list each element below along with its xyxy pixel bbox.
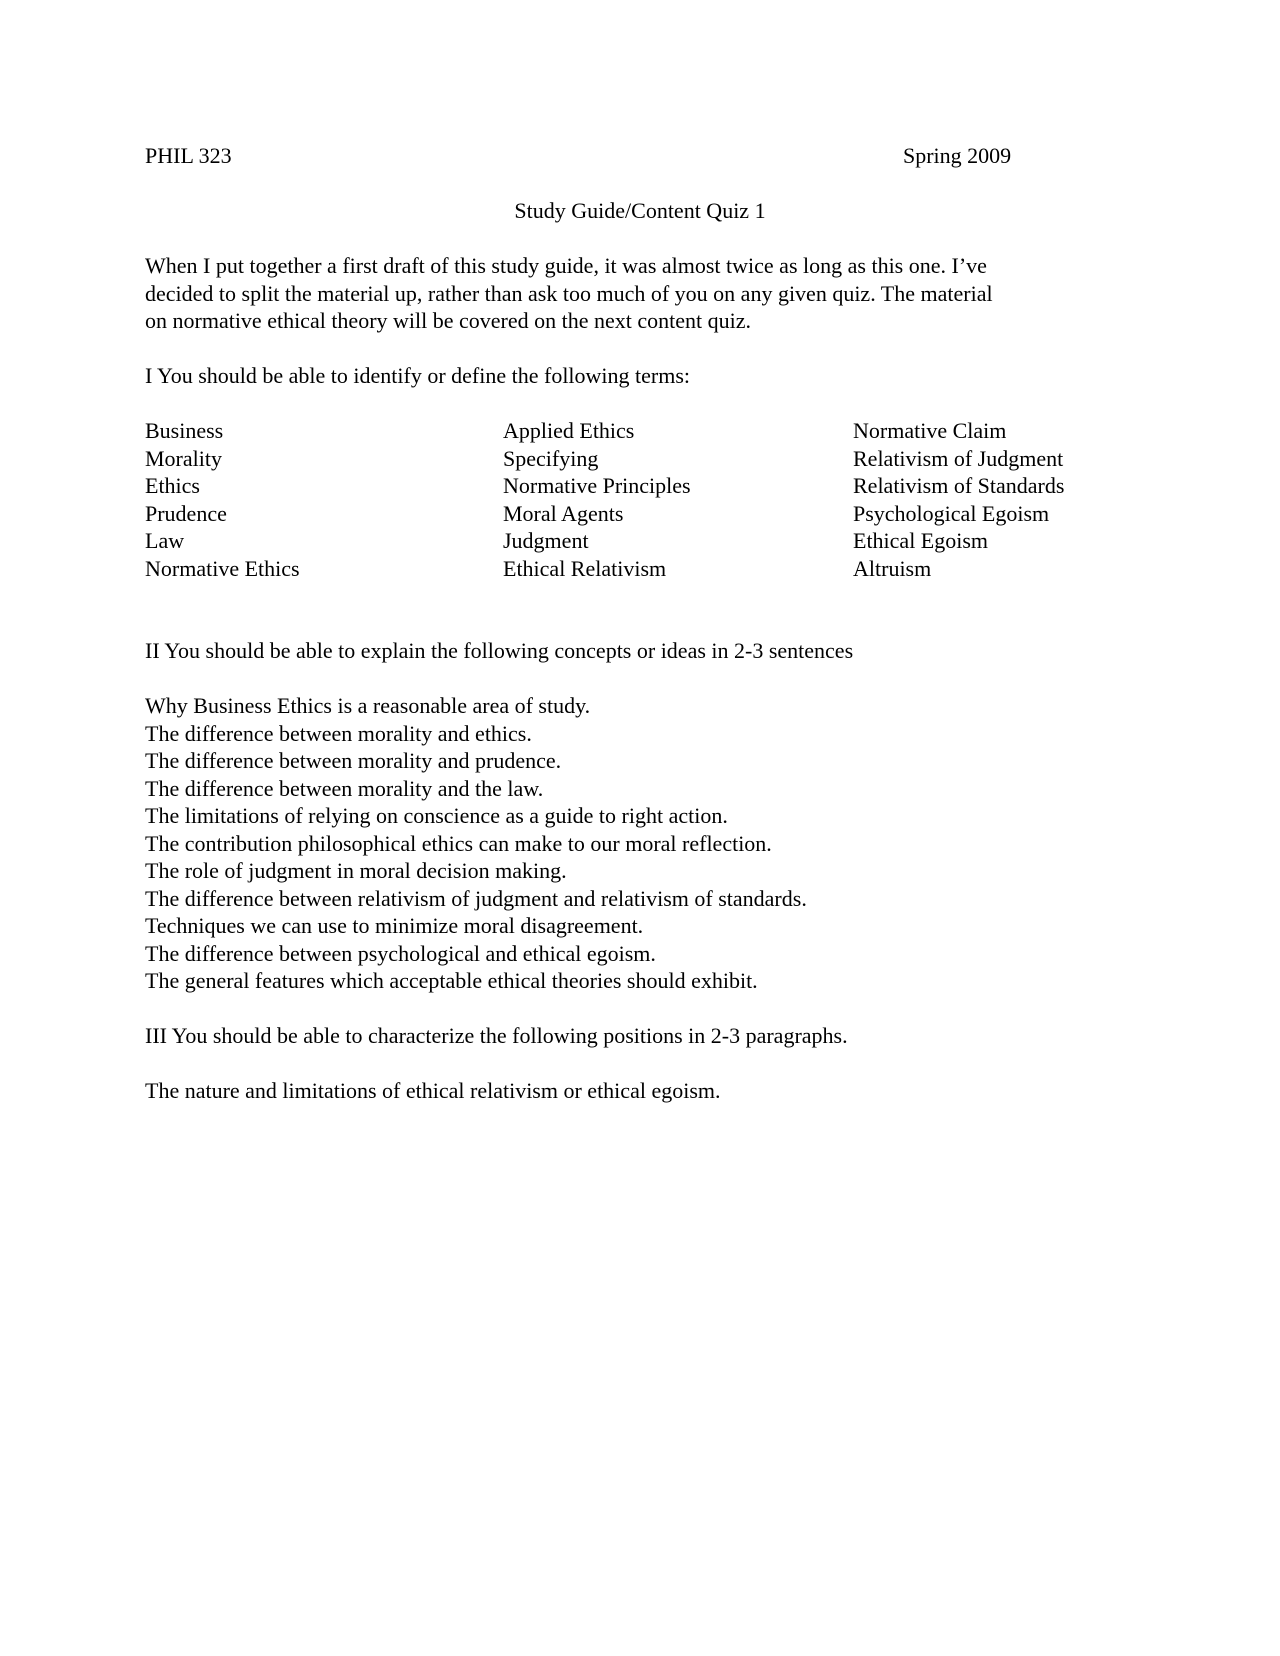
term-item: Judgment — [503, 528, 589, 553]
term-item: Altruism — [853, 555, 932, 581]
positions-list — [145, 1077, 1135, 1105]
term-item: Ethical Relativism — [503, 555, 667, 581]
concept-item: The role of judgment in moral decision making. — [145, 858, 567, 883]
term-item: Ethical Egoism — [853, 528, 989, 553]
terms-column-3 — [853, 417, 1135, 582]
term-item: Law — [145, 528, 185, 553]
concepts-list — [145, 692, 1135, 995]
term-item: Normative Ethics — [145, 555, 300, 581]
term-item: Prudence — [145, 500, 227, 526]
concept-item: The contribution philosophical ethics can make to our moral reflection. — [145, 830, 772, 856]
concept-item: Techniques we can use to minimize moral disagreement. — [145, 913, 644, 938]
term-item: Normative Claim — [853, 418, 1007, 443]
document-title: Study Guide/Content Quiz 1 — [514, 198, 766, 223]
intro-paragraph — [145, 252, 1135, 335]
concept-item: The difference between psychological and ethical egoism. — [145, 940, 656, 966]
concept-item: The difference between relativism of judgment and relativism of standards. — [145, 885, 807, 911]
section3-heading: III You should be able to characterize the following positions in 2-3 paragraphs. — [145, 1023, 848, 1048]
terms-table — [145, 417, 1135, 582]
document-header — [145, 142, 1135, 170]
term-item: Moral Agents — [503, 500, 624, 526]
concept-item: The difference between morality and prudence. — [145, 748, 562, 773]
intro-line: on normative ethical theory will be covered on the next content quiz. — [145, 308, 752, 333]
concept-item: The general features which acceptable ethical theories should exhibit. — [145, 968, 758, 993]
term-label: Spring 2009 — [903, 143, 1012, 168]
position-item: The nature and limitations of ethical relativism or ethical egoism. — [145, 1078, 721, 1103]
intro-line: decided to split the material up, rather than ask too much of you on any given quiz. The material — [145, 280, 993, 306]
course-code: PHIL 323 — [145, 143, 232, 168]
term-item: Applied Ethics — [503, 418, 635, 443]
term-item: Relativism of Standards — [853, 473, 1065, 498]
concept-item: Why Business Ethics is a reasonable area of study. — [145, 693, 591, 718]
terms-column-1 — [145, 417, 503, 582]
concept-item: The difference between morality and the law. — [145, 775, 544, 801]
terms-column-2 — [503, 417, 853, 582]
intro-line: When I put together a first draft of this study guide, it was almost twice as long as this one. I’ve — [145, 253, 987, 278]
term-item: Relativism of Judgment — [853, 445, 1064, 471]
term-item: Ethics — [145, 473, 200, 498]
term-item: Specifying — [503, 445, 599, 471]
section1-heading: I You should be able to identify or define the following terms: — [145, 363, 691, 388]
concept-item: The limitations of relying on conscience as a guide to right action. — [145, 803, 728, 828]
section2-heading: II You should be able to explain the following concepts or ideas in 2-3 sentences — [145, 638, 854, 663]
term-item: Psychological Egoism — [853, 500, 1050, 526]
concept-item: The difference between morality and ethics. — [145, 720, 532, 746]
term-item: Business — [145, 418, 224, 443]
term-item: Morality — [145, 445, 222, 471]
term-item: Normative Principles — [503, 473, 691, 498]
